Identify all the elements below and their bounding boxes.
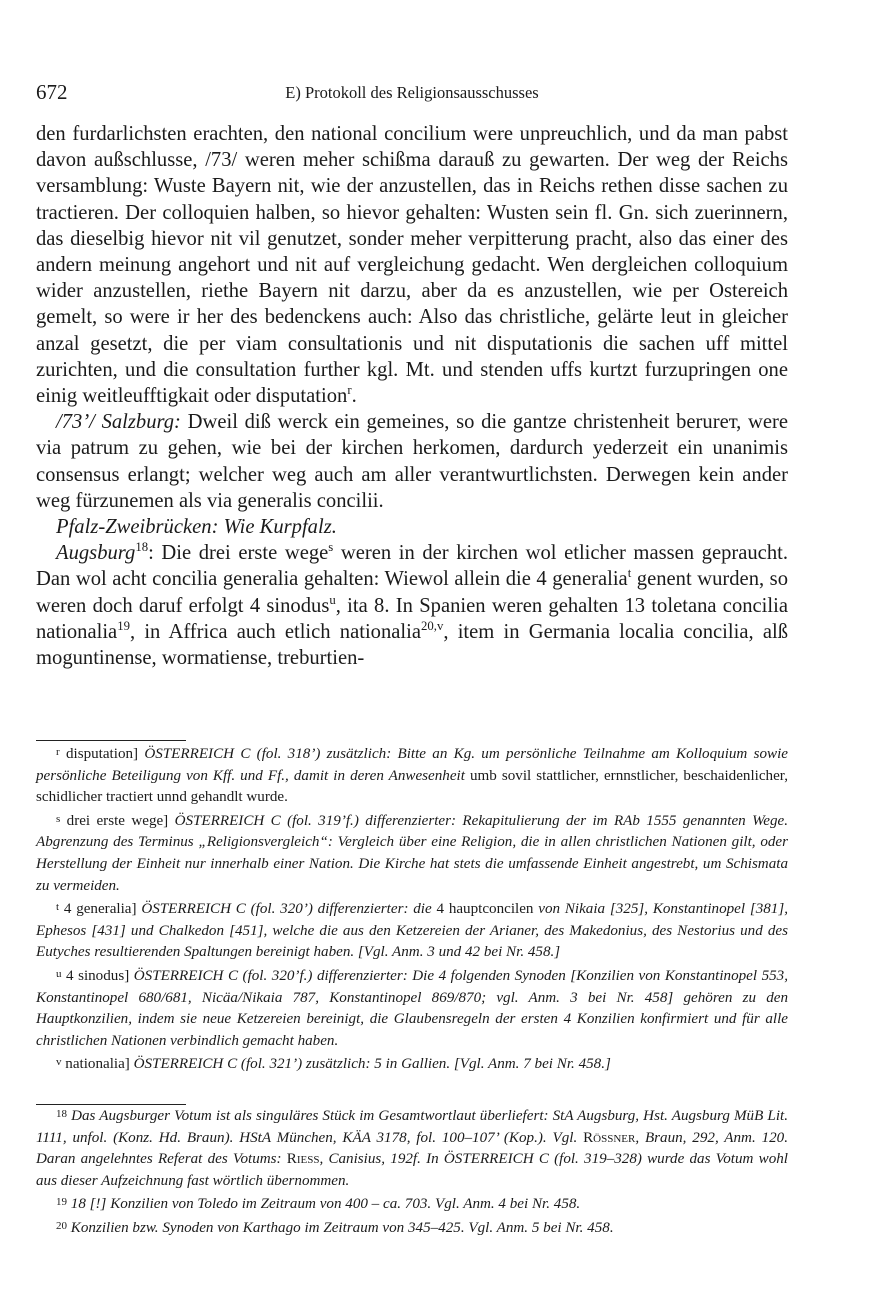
footnote-19 xyxy=(36,1192,788,1216)
footnote-number: 20 xyxy=(56,1219,67,1232)
paragraph-augsburg xyxy=(36,540,788,671)
footnote-text: Konzilien bzw. Synoden von Karthago im Zeitraum von 345–425. Vgl. Anm. 5 bei Nr. 458. xyxy=(70,1219,614,1236)
text-run: genent wurden, so weren doch daruf erfolgt 4 sinodus xyxy=(36,568,788,617)
apparatus-comment: ÖSTERREICH C (fol. 320’f.) differenzierter: Die 4 folgenden Synoden [Konzilien von Konstantinopel 553, Konstantinopel 680/681, Nicäa/Nikaia 787, Konstantinopel 869/870; vgl. Anm. 3 bei Nr. 458] gehören zu den Hauptkonzilien, indem sie neue Ketzereien bereinigt, die Glaubensregeln der ersten 4 Konzilien konfirmiert und für alle christlichen Nationen verbindlich gemacht haben. xyxy=(36,967,788,1049)
apparatus-note-mark: v xyxy=(56,1056,62,1069)
apparatus-quote: umb sovil stattlicher, ernnstlicher, beschaidenlicher, schidlicher tractiert unnd gehandlt wurde. xyxy=(36,767,789,806)
apparatus-quote: 4 hauptconcilen xyxy=(431,901,534,918)
apparatus-comment: ÖSTERREICH C (fol. 321’) zusätzlich: 5 in Gallien. [Vgl. Anm. 7 bei Nr. 458.] xyxy=(129,1056,611,1073)
apparatus-lemma: 4 generalia] xyxy=(63,901,137,918)
apparatus-lemma: 4 sinodus] xyxy=(66,967,130,984)
text-run: : Die drei erste wege xyxy=(148,542,329,565)
footnote-text: Das Augsburger Votum ist als singuläres Stück im Gesamtwortlaut überliefert: StA Augsburg, Hst. Augsburg MüB Lit. 1111, unfol. (Konz. Hd. Braun). HStA München, KÄA 3178, fol. 100–107’ (Kop.). Vgl. xyxy=(36,1108,788,1146)
text-run: , ita 8. In Spanien weren gehalten 13 toletana concilia nationalia xyxy=(36,594,788,643)
footnote-number: 18 xyxy=(56,1108,67,1120)
apparatus-note-mark: r xyxy=(56,746,60,758)
footnote-18 xyxy=(36,1104,788,1192)
text-run: , in Affrica auch etlich nationalia xyxy=(129,620,421,643)
apparatus-lemma: nationalia] xyxy=(65,1056,130,1073)
footnote-ref-18: 18 xyxy=(135,540,149,555)
footnote-number: 19 xyxy=(56,1196,67,1209)
apparatus-note-r xyxy=(36,742,788,809)
apparatus-note-mark: t xyxy=(56,901,60,914)
critical-apparatus xyxy=(36,742,788,1076)
apparatus-comment: ÖSTERREICH C (fol. 318’) zusätzlich: Bitte an Kg. um persönliche Teilnahme am Kolloquium sowie persönliche Beteiligung von Kff. und Ff., damit in deren Anwesenheit xyxy=(36,746,788,784)
apparatus-note-mark: u xyxy=(56,967,62,980)
apparatus-lemma: drei erste wege] xyxy=(66,812,169,829)
apparatus-note-v xyxy=(36,1052,788,1076)
footnote-ref-20: 20,v xyxy=(421,619,444,633)
paragraph-1: den furdarlichsten erachten, den national concilium were unpreuchlich, und da man pabst davon außschlusse, /73/ weren meher schißma darauß zu gewarten. Der weg der Reichs versamblung: Wuste Bayern nit, wie der anzustellen, das in Reichs rethen disse sachen zu tractieren. Der colloquien halben, so hievor gehalten: Wusten sein fl. Gn. sich zuerinnern, das dieselbig hievor nit vil genutzet, sonder meher verpitterung pracht, also das einer des andern meinung angehort und nit auf vergleichung gedacht. Wen dergleichen colloquium wider anzustellen, riethe Bayern nit darzu, aber da es anzustellen, wie per Ostereich gemelt, so were ir her des bedenckens auch: Also das christliche, gelärte leut in gleicher anzal gesetzt, die per viam consultationis und nit disputationis die sachen uff mittel zurichten, und die consultation further kgl. Mt. und stenden uffs kurtzt furzupringen one einig weitleufftigkait oder disputation$^r$. xyxy=(36,123,788,408)
apparatus-mark-s: s xyxy=(328,540,334,555)
footnote-text: , Braun, 292, Anm. 120. Daran angelehntes Referat des Votums: xyxy=(36,1129,788,1168)
footnote-author: Riess xyxy=(286,1151,320,1168)
text-run: , item in Germania localia concilia, alß moguntinense, wormatiense, treburtien- xyxy=(36,620,788,670)
apparatus-note-u xyxy=(36,964,788,1052)
apparatus-comment: von Nikaia [325], Konstantinopel [381], Ephesos [431] und Chalkedon [451], welche die aus den Ketzereien der Arianer, des Makedonius, des Nestorius und des Eutyches resultierenden Spaltungen bereinigt haben. [Vgl. Anm. 3 und 42 bei Nr. 458.] xyxy=(36,901,789,961)
main-text xyxy=(36,121,788,671)
apparatus-lemma: disputation] xyxy=(65,746,139,762)
apparatus-comment: ÖSTERREICH C (fol. 320’) differenzierter: die xyxy=(136,901,432,918)
paragraph-pfalz xyxy=(36,514,788,540)
footnote-20 xyxy=(36,1216,788,1240)
apparatus-mark-r: r xyxy=(347,383,352,398)
footnotes xyxy=(36,1104,788,1240)
page-header xyxy=(36,80,788,104)
speaker-pfalz: Pfalz-Zweibrücken: Wie Kurpfalz. xyxy=(56,516,337,539)
footnote-ref-19: 19 xyxy=(117,619,130,633)
apparatus-mark-u: u xyxy=(329,592,336,607)
apparatus-note-s xyxy=(36,809,788,897)
paragraph-salzburg-text: Dweil diß werck ein gemeines, so die gantze christenheit berurет, were via patrum zu gehen, wie bei der kirchen herkomen, dardurch yederzeit ein unanimis consensus erlangt; welcher weg auch am aller verantwurtlichsten. Derwegen kein ander weg fürzunemen als via generalis concilii. xyxy=(36,411,789,512)
apparatus-note-mark: s xyxy=(56,812,61,825)
apparatus-divider xyxy=(36,740,186,741)
apparatus-comment: ÖSTERREICH C (fol. 319’f.) differenzierter: Rekapitulierung der im RAb 1555 genannten Wege. Abgrenzung des Terminus „Religionsvergleich“: Vergleich über eine Religion, die in allen christlichen Nationen gilt, oder Herstellung der Einheit nur innerhalb einer Nation. Die Kirche hat stets die umfassende Einheit angestrebt, um Schismata zu vermeiden. xyxy=(36,812,788,894)
page-number: 672 xyxy=(36,80,68,104)
apparatus-note-t xyxy=(36,897,788,964)
speaker-salzburg: /73’/ Salzburg: xyxy=(56,411,181,434)
paragraph-1-text: den furdarlichsten erachten, den national concilium were unpreuchlich, und da man pabst davon außschlusse, /73/ weren meher schißma darauß zu gewarten. Der weg der Reichs versamblung: Wuste Bayern nit, wie der anzustellen, das in Reichs rethen disse sachen zu tractieren. Der colloquien halben, so hievor gehalten: Wusten sein fl. Gn. sich zuerinnern, das dieselbig hievor nit vil genutzet, sonder meher verpitterung pracht, also das einer des andern meinung angehort und nit auf vergleichung gedacht. Wen dergleichen colloquium wider anzustellen, riethe Bayern nit darzu, aber da es anzustellen, wie per Ostereich gemelt, so were ir her des bedenckens auch: Also das christliche, gelärte leut in gleicher anzal gesetzt, die per viam consultationis und nit disputationis die sachen uff mittel zurichten, und die consultation further kgl. Mt. und stenden uffs kurtzt furzupringen one einig weitleufftigkait oder disputation xyxy=(36,123,788,408)
running-head: E) Protokoll des Religionsausschusses xyxy=(285,83,539,102)
paragraph-salzburg xyxy=(36,409,788,514)
footnote-author: Rössner xyxy=(583,1129,636,1146)
footnote-text: , Canisius, 192f. In ÖSTERREICH C (fol. 319–328) wurde das Votum wohl aus dieser Aufzeichnung fast wörtlich übernommen. xyxy=(36,1151,788,1189)
footnote-text: 18 [!] Konzilien von Toledo im Zeitraum von 400 – ca. 703. Vgl. Anm. 4 bei Nr. 458. xyxy=(70,1196,581,1213)
text-run: weren in der kirchen wol etlicher massen gepraucht. Dan wol acht concilia generalia gehalten: Wiewol allein die 4 generalia xyxy=(36,542,788,591)
speaker-augsburg: Augsburg xyxy=(56,542,136,565)
apparatus-mark-t: t xyxy=(627,566,632,581)
